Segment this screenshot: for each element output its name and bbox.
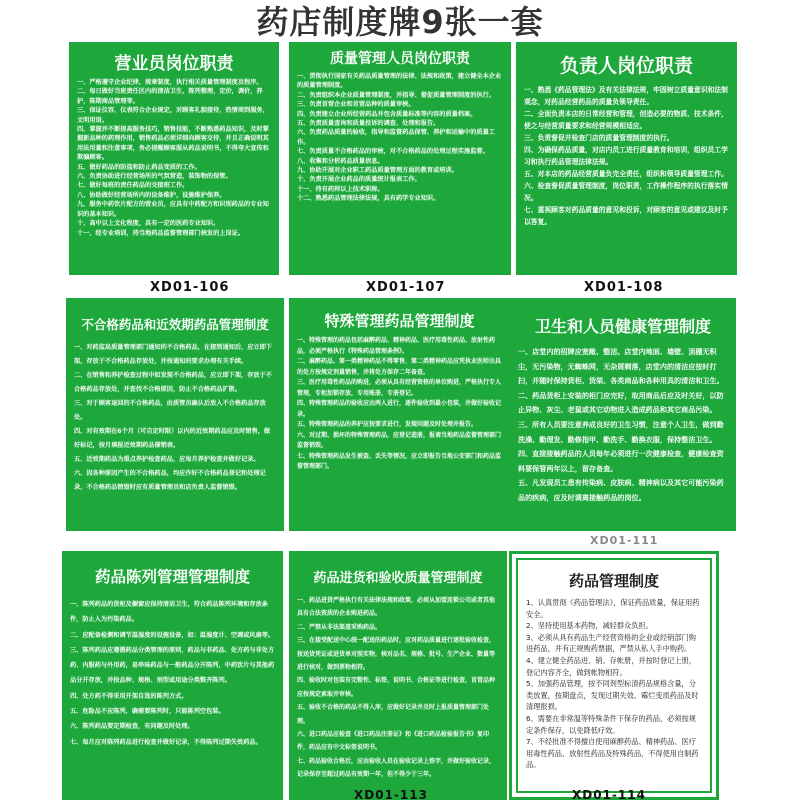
board-drug-management-rules <box>509 551 719 800</box>
board-drug-display-rules <box>62 551 283 800</box>
board-title: 药品进货和验收质量管理制度 <box>313 571 483 586</box>
board-text: 一、熟悉《药品管理法》及有关法律法规，牢固树立质量意识和法制观念，对药品经营药品的质量负领导责任。 二、全面负责本店的日常经营和管理，创造必要的物质、技术条件，使之与经营质量要求和经营规模相适应。 三、负责督促并检查门店的质量管理制度的执行。 四、为确保药品质量，对店内员工进行质量教育和培训，组织员工学习和执行药品管理法律法规。 五、对本店的药品经营质量负完全责任，组织和领导质量管理工作。 六、检查督促质量管理制度，岗位职责，工作操作程序的执行落实情况。 七、重视顾客对药品质量的意见和投诉，对顾客的意见或建议及时予以答复。 <box>524 86 728 226</box>
product-code: XD01-111 <box>590 534 659 547</box>
product-code: XD01-107 <box>366 280 446 295</box>
board-unqualified-drugs-rules <box>66 298 284 531</box>
board-sales-staff-duties <box>69 42 279 275</box>
page-title: 药店制度牌9张一套 <box>256 3 544 41</box>
product-code: XD01-113 <box>354 788 428 802</box>
product-code: XD01-106 <box>150 280 230 295</box>
board-text: 一、药品进货严格执行有关法律法规和政策，必须从加盟连锁公司或者其他具有合法资质的企业购进药品。 二、严禁从非法渠道采购药品。 三、在接受配送中心统一配送的药品时，应对药品质量进行逐批验收检查，按送货凭证或进货单对照实物，核对品名、规格、批号、生产企业、数量等进行核对，做到票物相符。 四、验收时对包装有完整性、标签、说明书、合格证等进行检查，首营品种应按规定索取并审核。 五、验收不合格的药品不得入库，应做好记录并及时上报质量管理部门处理。 六、进口药品应检查《进口药品注册证》和《进口药品检验报告书》复印件，药品应有中文标签说明书。 七、药品验收合格后，应由验收人员在验收记录上签字，并做好验收记录，记录保存至超过药品有效期一年，但不得少于三年。 <box>297 597 496 779</box>
board-manager-duties <box>516 42 737 275</box>
product-code: XD01-108 <box>584 280 664 295</box>
board-text: 一、陈列药品的货柜及橱窗应保持清洁卫生，符合药品陈列环境和存放条件，防止人为污染药品。 二、应配备检测和调节温湿度的设施设备，如：温湿度计、空调或风扇等。 三、陈列药品应遵循药品分类管理的原则，药品与非药品、处方药与非处方药、内服药与外用药，易串味药品与一般药品分开陈列，中药饮片与其他药品分开存放，并按品种、规格、剂型或用途分类整齐陈列。 四、处方药不得采用开架自选的陈列方式。 五、危险品不应陈列，确需要陈列时，只能陈列空包装。 六、陈列药品要定期检查，有问题及时处理。 七、每月应对陈列药品进行检查并做好记录，不得陈列过期失效药品。 <box>70 601 275 746</box>
board-text: 一、贯彻执行国家有关药品质量管理的法律、法规和政策，建立健全本企业的质量管理制度。 二、负责组织本企业质量管理制度，并指导、督促质量管理制度的执行。 三、负责首营企业和首营品种的质量审核。 四、负责建立企业所经营药品并包含质量标准等内容的质量档案。 五、负责质量查询和质量投诉的调查、处理和报告。 六、负责药品质量的验收，指导和监督药品保管、养护和运输中的质量工作。 七、负责质量不合格药品的审核，对不合格药品的处理过程实施监督。 八、收集和分析药品质量信息。 九、协助开展对企业职工药品质量管理方面的教育或培训。 十、负责开展企业药品的质量统计报表工作。 十一、持有药师以上技术职称。 十二、熟悉药品管理法律法规，具有药学专业知识。 <box>297 73 502 203</box>
board-purchase-inspection-rules <box>289 551 507 800</box>
board-special-drugs-rules <box>289 298 510 531</box>
board-title: 负责人岗位职责 <box>559 55 693 77</box>
board-text: 1、认真贯彻《药品管理法》，保证药品质量，保证用药安全。 2、坚持使用基本药物，减轻群众负担。 3、必须从具有药品生产经营资格的企业或经销部门购进药品，并有正规购药票据，严禁从私人手中购药。 4、建立健全药品进、销、存帐册，并按时登记上册，登记内容齐全，做到帐物相符。 5、加强药品管理，按不同剂型标清药品规格含量，分类放置，按期盘点，发现过期失效、霉烂变质药品及时清理报损。 6、需要在非常温等特殊条件下保存的药品，必须按规定条件保存，以免降低疗效。 7、不经批准不得擅自使用麻醉药品、精神药品、医疗用毒性药品、放射性药品及特殊药品，不得使用自制药品。 <box>526 598 700 770</box>
board-quality-staff-duties <box>289 42 511 275</box>
board-title: 特殊管理药品管理制度 <box>324 312 475 330</box>
board-title: 质量管理人员岗位职责 <box>330 51 470 67</box>
board-text: 一、对药监局质量管理部门通知的不合格药品，在接到通知后，应立即下架，存放于不合格药品存放处，并按通知的要求办理有关手续。 二、在销售和养护检查过程中如发现不合格药品，应立即下架，存放于不合格药品存放处，并查找不合格原因，防止不合格药品扩散。 三、对于顾客退回的不合格药品，由质管员确认后放入不合格药品存放处。 四、对有效期在6个月（可自定时限）以内的近效期药品应及时销售，做好标记，按月填报近效期药品催销表。 五、近效期药品为重点养护检查药品，应每月养护检查并做好记录。 六、因各种原因产生的不合格药品，均应作好不合格药品登记和处理记录，不合格药品销毁时应有质量管理员和店负责人监督销毁。 <box>74 344 272 491</box>
board-title: 不合格药品和近效期药品管理制度 <box>81 317 269 332</box>
board-title: 药品陈列管理管理制度 <box>94 568 250 586</box>
board-text: 一、特殊管理的药品包括麻醉药品、精神药品、医疗用毒性药品、放射性药品，必须严格执行《特殊药品管理条例》。 二、麻醉药品、第一类精神药品不得零售，第二类精神药品应凭执业医师出具的处方按规定剂量销售，并将处方保存二年备查。 三、医疗用毒性药品的购进，必须从具有经营资格的单位购进，严格执行专人管理，专柜加锁存放，专用账册，专册登记。 四、特殊管理药品的验收应由两人进行，逐件验收到最小包装，并做好验收记录。 五、特殊管理药品的养护应按要求进行，发现问题及时处理并报告。 六、对过期、损坏的特殊管理药品，应登记造册，报请当地药品监督管理部门监督销毁。 七、特殊管理药品发生被盗、丢失等情况，应立即报告当地公安部门和药品监督管理部门。 <box>297 337 502 470</box>
board-inner-frame <box>516 558 712 793</box>
board-title: 营业员岗位职责 <box>114 54 234 74</box>
board-title: 卫生和人员健康管理制度 <box>534 317 711 336</box>
board-hygiene-health-rules <box>510 298 736 531</box>
board-text: 一、严格遵守企业纪律，规章制度，执行相关质量管理制度及程序。 二、每日做好当班责任区内的清洁卫生，陈列整理，定价，调价，养护，陈期商品管理等。 三、保证仪容，仪表符合企业规定，对顾客礼貌接待，热情周到服务，文明用语。 四、掌握并不断提高服务技巧，销售技能，不断熟悉药品知识，及时掌握新品种的药理作用，销售药品必须详细向顾客交待，并且正确说明其用法用量和注意事项，务必提醒顾客服从药品说明书，不得夸大宣传和欺骗顾客。 五、做好药品的防盗和防止药品变质的工作。 六、负责协助进行经营场所的气氛营造，装饰物的保管。 七、做好每班的责任药品的交接班工作。 八、协助做好经营场所内的设备维护，设施维护保养。 九、服务中药饮片配方的营业员，应具有中药配方和识别药品的专业知识的基本知识。 十、高中以上文化程度，具有一定的医药专业知识。 十一、经专业培训，持当地药品监督管理部门核发的上岗证。 <box>77 79 269 237</box>
product-code: XD01-114 <box>572 788 646 802</box>
board-title: 药品管理制度 <box>568 572 659 590</box>
board-text: 一、店堂内的招牌应宽敞、整洁。店堂内地面、墙壁、顶棚无积尘，无污染物，无蜘蛛网，无杂屑剩落，店堂内的清洁应按时打扫，并随时保持货柜、货架、各类商品和各种用具的清洁和卫生。 二、药品货柜上安装的柜门应完好，取用商品后应及时关好，以防止异物、灰尘、老鼠或其它动物进入造成药品和其它商品污染。 三、所有人员要注意养成良好的卫生习惯，注意个人卫生，做到勤洗澡、勤理发、勤修指甲、勤洗手、勤换衣服，保持整洁卫生。 四、直接接触药品的人员每年必须进行一次健康检查，健康检查资料要保管两年以上，留存备查。 五、凡发现员工患有传染病、皮肤病、精神病以及其它可能污染药品的疾病，应及时调离接触药品的岗位。 <box>518 347 724 502</box>
